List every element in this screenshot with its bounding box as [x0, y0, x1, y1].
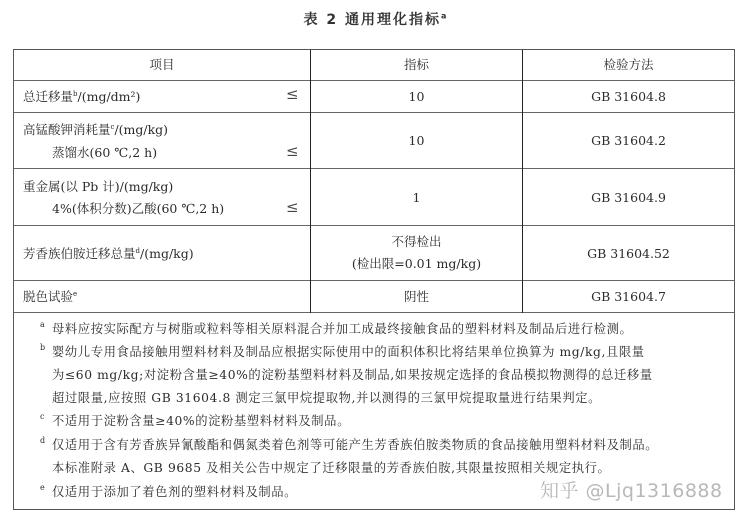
row5-footnote-mark: e — [73, 289, 78, 298]
footnote-d-line2: 本标准附录 A、GB 9685 及相关公告中规定了迁移限量的芳香族伯胺,其限量按照相关规定执行。 — [52, 461, 611, 475]
row5-item-name: 脱色试验 — [23, 289, 74, 304]
footnote-mark: b — [40, 343, 46, 352]
row-divider — [14, 80, 734, 81]
row-divider — [14, 280, 734, 281]
row4-unit: /(mg/kg) — [140, 246, 194, 261]
row3-operator: ≤ — [286, 198, 299, 216]
row1-footnote-mark: b — [73, 89, 78, 98]
row2-method: GB 31604.2 — [591, 133, 666, 148]
row2-footnote-mark: c — [110, 122, 115, 131]
footnote-text: 不适用于淀粉含量≥40%的淀粉基塑料材料及制品。 — [52, 414, 350, 428]
row4-value: 不得检出 — [391, 234, 442, 249]
row2-value: 10 — [408, 133, 425, 148]
header-test-method: 检验方法 — [603, 57, 654, 72]
row2-operator: ≤ — [286, 142, 299, 160]
row-divider — [14, 225, 734, 226]
row2-item-name: 高锰酸钾消耗量 — [23, 122, 111, 137]
footnote-e — [40, 481, 298, 504]
footnote-text: 母料应按实际配方与树脂或粒料等相关原料混合并加工成最终接触食品的塑料材料及制品后进行检测。 — [52, 322, 633, 336]
row3-item — [23, 176, 173, 197]
row4-item — [23, 243, 194, 264]
row1-unit: /(mg/dm²) — [77, 89, 141, 104]
row1-item — [23, 86, 140, 107]
row4-method: GB 31604.52 — [587, 246, 670, 261]
title-footnote-mark: a — [441, 11, 447, 21]
row1-operator: ≤ — [286, 85, 299, 103]
row2-condition: 蒸馏水(60 ℃,2 h) — [52, 145, 158, 160]
row3-method: GB 31604.9 — [591, 190, 666, 205]
footnote-mark: c — [40, 412, 46, 421]
row5-item — [23, 286, 77, 307]
row-divider — [14, 312, 734, 313]
footnote-c — [40, 410, 350, 433]
row2-item — [23, 119, 168, 140]
footnote-b-line3: 超过限量,应按照 GB 31604.8 测定三氯甲烷提取物,并以测得的三氯甲烷提取量进行结果判定。 — [52, 391, 602, 405]
row-divider — [14, 112, 734, 113]
row4-item-name: 芳香族伯胺迁移总量 — [23, 246, 136, 261]
row2-unit: /(mg/kg) — [114, 122, 169, 137]
footnote-b — [40, 341, 645, 364]
row-divider — [14, 168, 734, 169]
footnote-text: 仅适用于含有芳香族异氰酸酯和偶氮类着色剂等可能产生芳香族伯胺类物质的食品接触用塑料材料及制品。 — [52, 438, 659, 452]
row1-item-name: 总迁移量 — [23, 89, 74, 104]
zhihu-watermark: 知乎 @Ljq1316888 — [540, 480, 723, 502]
footnote-d — [40, 434, 659, 457]
row1-method: GB 31604.8 — [591, 89, 666, 104]
footnote-mark: e — [40, 483, 46, 492]
header-item: 项目 — [149, 57, 175, 72]
footnote-a — [40, 318, 633, 341]
footnote-mark: d — [40, 436, 46, 445]
row3-condition: 4%(体积分数)乙酸(60 ℃,2 h) — [52, 201, 225, 216]
row1-value: 10 — [408, 89, 425, 104]
row3-item-name: 重金属(以 Pb 计) — [23, 179, 120, 194]
table-title-text: 表 2 通用理化指标 — [303, 12, 442, 28]
footnote-mark: a — [40, 320, 46, 329]
footnote-text: 婴幼儿专用食品接触用塑料材料及制品应根据实际使用中的面积体积比将结果单位换算为 mg/kg,且限量 — [52, 345, 645, 359]
row4-detection-limit: (检出限=0.01 mg/kg) — [351, 256, 482, 271]
row4-footnote-mark: d — [135, 246, 140, 255]
row3-unit: /(mg/kg) — [119, 179, 174, 194]
footnote-text: 仅适用于添加了着色剂的塑料材料及制品。 — [52, 485, 298, 499]
row5-value: 阴性 — [403, 289, 429, 304]
footnote-b-line2: 为≤60 mg/kg;对淀粉含量≥40%的淀粉基塑料材料及制品,如果按规定选择的食品模拟物测得的总迁移量 — [52, 368, 653, 382]
row3-value: 1 — [412, 190, 421, 205]
table-title — [0, 9, 750, 29]
header-indicator: 指标 — [403, 57, 429, 72]
row5-method: GB 31604.7 — [591, 289, 666, 304]
